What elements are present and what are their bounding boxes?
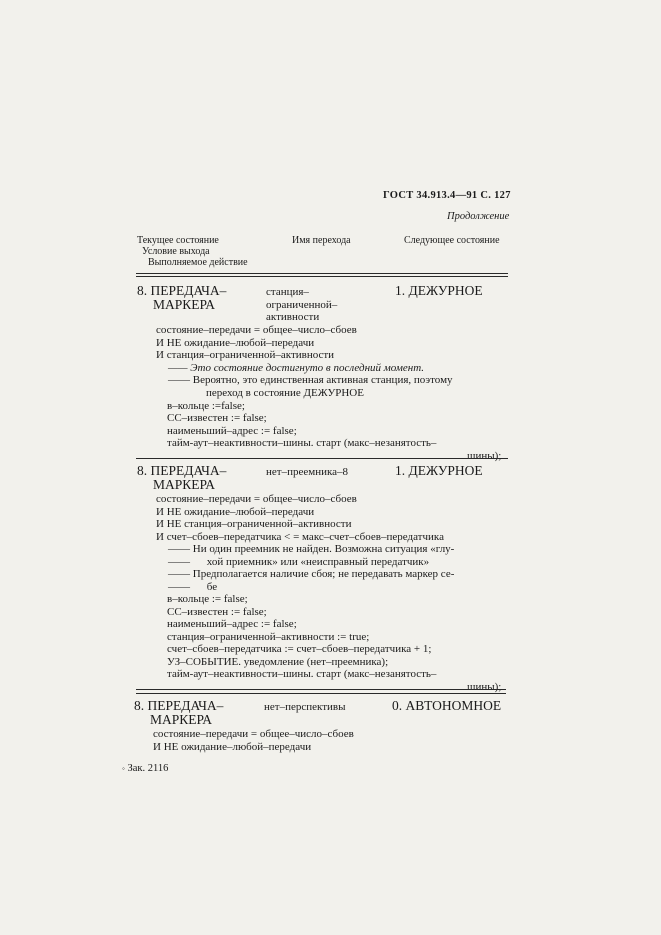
block-2-next-state: 1. ДЕЖУРНОЕ [395, 463, 483, 478]
transition-line: станция– [266, 286, 309, 298]
body-line: наименьший–адрес := false; [167, 618, 297, 630]
block-2-rule-2 [136, 693, 506, 694]
header-rule [136, 273, 508, 274]
state-line: 8. ПЕРЕДАЧА– [137, 463, 227, 478]
dash-marker: —— [168, 580, 190, 593]
block-3-body [153, 728, 354, 753]
body-line: переход в состояние ДЕЖУРНОЕ [206, 386, 364, 399]
block-1-body [156, 324, 501, 463]
body-line: УЗ–СОБЫТИЕ. уведомление (нет–преемника); [167, 655, 389, 668]
block-1-rule [136, 458, 508, 459]
state-line: МАРКЕРА [150, 712, 213, 727]
body-line: шины); [467, 449, 502, 462]
body-line: И НЕ станция–ограниченной–активности [156, 518, 352, 530]
body-line [156, 556, 501, 569]
block-3-next-state: 0. АВТОНОМНОЕ [392, 698, 502, 713]
state-line: МАРКЕРА [153, 477, 216, 492]
body-line: СС–известен := false; [167, 412, 267, 425]
body-line: —— Ни один преемник не найден. Возможна ситуация «глу- [168, 543, 455, 555]
block-2-state [137, 464, 226, 492]
transition-line: ограниченной– [266, 298, 338, 311]
continuation-label: Продолжение [447, 211, 510, 222]
body-line [156, 581, 501, 594]
order-number-text: Зак. 2116 [127, 763, 169, 774]
body-line: состояние–передачи = общее–число–сбоев [156, 493, 357, 505]
body-line: состояние–передачи = общее–число–сбоев [153, 728, 354, 740]
body-line: И станция–ограниченной–активности [156, 349, 335, 362]
dash-marker: —— [168, 555, 190, 568]
gost-page-header: ГОСТ 34.913.4—91 С. 127 [383, 190, 511, 201]
body-line: И счет–сбоев–передатчика < = макс–счет–сбоев–передатчика [156, 530, 444, 543]
body-line: —— Это состояние достигнуто в последний момент. [168, 361, 425, 374]
block-2-body [156, 493, 501, 693]
header-rule-2 [136, 276, 508, 277]
body-line: СС–известен := false; [167, 605, 267, 618]
block-2-transition: нет–преемника–8 [266, 466, 349, 478]
body-line: в–кольце := false; [167, 593, 248, 605]
state-line: 8. ПЕРЕДАЧА– [134, 698, 224, 713]
order-number [122, 763, 168, 775]
transition-line: активности [266, 311, 320, 323]
body-line: —— Предполагается наличие сбоя; не передавать маркер се- [168, 568, 455, 580]
body-line: И НЕ ожидание–любой–передачи [156, 505, 315, 518]
body-line: наименьший–адрес := false; [167, 424, 297, 437]
body-line: И НЕ ожидание–любой–передачи [156, 336, 315, 349]
state-line: 8. ПЕРЕДАЧА– [137, 283, 227, 298]
body-line: —— Вероятно, это единственная активная станция, поэтому [168, 374, 453, 387]
dash-continuation: хой приемник» или «неисправный передатчик» [206, 555, 430, 568]
body-line: состояние–передачи = общее–число–сбоев [156, 324, 357, 336]
body-line: счет–сбоев–передатчика := счет–сбоев–передатчика + 1; [167, 643, 432, 655]
body-line: шины); [467, 680, 502, 693]
body-line: И НЕ ожидание–любой–передачи [153, 740, 312, 753]
state-line: МАРКЕРА [153, 297, 216, 312]
column-current-line: Условие выхода [142, 246, 210, 257]
column-current-state [137, 235, 248, 268]
body-line: тайм-аут–неактивности–шины. старт (макс–незанятость– [167, 437, 437, 450]
dash-continuation: бе [206, 580, 218, 593]
block-1-state [137, 284, 226, 312]
block-1-transition [266, 286, 337, 324]
column-current-line: Выполняемое действие [148, 257, 248, 268]
body-line: станция–ограниченной–активности := true; [167, 630, 370, 643]
block-2-rule [136, 689, 506, 690]
column-transition-name: Имя перехода [292, 235, 351, 246]
column-next-state: Следующее состояние [404, 235, 500, 246]
bullet-mark: ◦ [122, 764, 125, 773]
block-3-state [134, 699, 223, 727]
block-3-transition: нет–перспективы [264, 701, 346, 713]
block-1-next-state: 1. ДЕЖУРНОЕ [395, 283, 483, 298]
body-line: тайм-аут–неактивности–шины. старт (макс–незанятость– [167, 668, 437, 680]
body-line: в–кольце :=false; [167, 399, 245, 412]
column-current-line: Текущее состояние [137, 235, 219, 246]
